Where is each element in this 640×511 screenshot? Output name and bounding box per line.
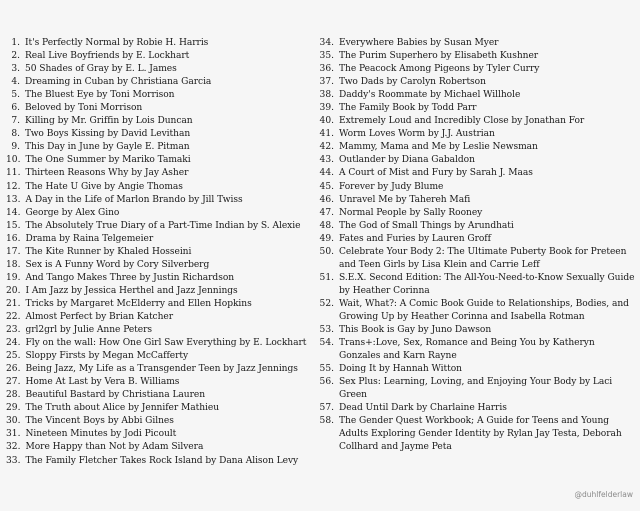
book-number: 33. — [6, 455, 21, 466]
book-list-item — [6, 402, 310, 415]
book-list-item — [6, 455, 310, 468]
watermark-handle: @duhlfelderlaw — [574, 490, 633, 499]
book-number: 57. — [319, 403, 334, 414]
book-list-item — [318, 324, 636, 337]
book-number: 40. — [319, 116, 334, 127]
book-list-item — [318, 246, 636, 272]
book-number: 39. — [319, 103, 334, 114]
book-title-author: Dreaming in Cuban by Christiana Garcia — [25, 77, 212, 88]
book-list-item — [318, 154, 636, 167]
book-title-author: grl2grl by Julie Anne Peters — [25, 325, 153, 336]
book-number: 52. — [319, 298, 334, 309]
book-title-author: Real Live Boyfriends by E. Lockhart — [25, 51, 190, 62]
book-title-author: Outlander by Diana Gabaldon — [339, 155, 475, 166]
book-number: 32. — [6, 442, 21, 453]
book-title-author: And Tango Makes Three by Justin Richardson — [25, 272, 235, 283]
book-title-author: Killing by Mr. Griffin by Lois Duncan — [25, 116, 193, 127]
book-list-item — [318, 194, 636, 207]
book-number: 41. — [319, 129, 334, 140]
book-title-author: 50 Shades of Gray by E. L. James — [25, 64, 177, 75]
book-number: 49. — [319, 233, 334, 244]
book-list-item — [6, 220, 310, 233]
book-title-author: Beloved by Toni Morrison — [25, 103, 143, 114]
book-number: 28. — [6, 390, 21, 401]
book-number: 44. — [319, 168, 334, 179]
book-list-item — [318, 220, 636, 233]
book-title-author: Worm Loves Worm by J.J. Austrian — [339, 129, 495, 140]
book-number: 23. — [6, 325, 21, 336]
book-list-item — [6, 259, 310, 272]
book-list-item — [6, 154, 310, 167]
book-number: 24. — [6, 338, 21, 349]
book-list-item — [318, 76, 636, 89]
book-list-item — [6, 89, 310, 102]
book-list-item — [318, 141, 636, 154]
book-title-author: The Absolutely True Diary of a Part-Time Indian by S. Alexie — [25, 220, 301, 231]
book-number: 10. — [6, 155, 21, 166]
book-title-author: Sex is A Funny Word by Cory Silverberg — [25, 259, 210, 270]
book-number: 50. — [319, 246, 334, 257]
book-list-item — [318, 233, 636, 246]
book-number: 14. — [6, 207, 21, 218]
book-title-author: Mammy, Mama and Me by Leslie Newsman — [339, 142, 538, 153]
book-title-author: Daddy's Roommate by Michael Willhole — [339, 90, 521, 101]
book-list-item — [318, 167, 636, 180]
book-number: 20. — [6, 285, 21, 296]
book-title-author: Forever by Judy Blume — [339, 181, 444, 192]
book-title-author: Drama by Raina Telgemeier — [25, 233, 154, 244]
book-number: 8. — [11, 129, 20, 140]
book-title-author: Fly on the wall: How One Girl Saw Everything by E. Lockhart — [25, 338, 307, 349]
book-title-author: It's Perfectly Normal by Robie H. Harris — [25, 38, 209, 48]
book-number: 48. — [319, 220, 334, 231]
book-title-author: More Happy than Not by Adam Silvera — [25, 442, 204, 453]
book-title-author: Doing It by Hannah Witton — [339, 364, 462, 375]
book-title-author: This Day in June by Gayle E. Pitman — [25, 142, 190, 153]
book-number: 46. — [319, 194, 334, 205]
book-number: 13. — [6, 194, 21, 205]
book-title-author: Beautiful Bastard by Christiana Lauren — [25, 390, 206, 401]
book-list-left-column — [6, 37, 310, 468]
book-list-item — [6, 50, 310, 63]
book-title-author: A Court of Mist and Fury by Sarah J. Maas — [339, 168, 533, 179]
book-title-author: Tricks by Margaret McElderry and Ellen Hopkins — [25, 298, 252, 309]
book-title-author: The Gender Quest Workbook; A Guide for Teens and Young Adults Exploring Gender Identity by Rylan Jay Testa, Deborah Collhard and Jayme Peta — [339, 416, 622, 453]
book-title-author: George by Alex Gino — [25, 207, 120, 218]
book-number: 43. — [319, 155, 334, 166]
book-title-author: Wait, What?: A Comic Book Guide to Relationships, Bodies, and Growing Up by Heather Corinna and Isabella Rotman — [339, 298, 629, 322]
book-title-author: Sex Plus: Learning, Loving, and Enjoying Your Body by Laci Green — [339, 377, 613, 401]
book-list-item — [6, 376, 310, 389]
book-title-author: Extremely Loud and Incredibly Close by Jonathan For — [339, 116, 585, 127]
book-title-author: Home At Last by Vera B. Williams — [25, 377, 180, 388]
book-list-item — [6, 128, 310, 141]
book-list-right-column — [318, 37, 636, 455]
book-list-item — [318, 102, 636, 115]
book-list-item — [6, 298, 310, 311]
book-list-item — [318, 298, 636, 324]
book-number: 11. — [6, 168, 21, 179]
book-number: 53. — [319, 325, 334, 336]
book-title-author: The Kite Runner by Khaled Hosseini — [25, 246, 192, 257]
book-number: 29. — [6, 403, 21, 414]
book-title-author: Normal People by Sally Rooney — [339, 207, 483, 218]
book-title-author: The One Summer by Mariko Tamaki — [25, 155, 191, 166]
book-number: 37. — [319, 77, 334, 88]
book-list-item — [6, 389, 310, 402]
book-title-author: Nineteen Minutes by Jodi Picoult — [25, 429, 177, 440]
book-number: 18. — [6, 259, 21, 270]
book-list-item — [6, 63, 310, 76]
book-title-author: Being Jazz, My Life as a Transgender Teen by Jazz Jennings — [25, 364, 298, 375]
book-title-author: Thirteen Reasons Why by Jay Asher — [25, 168, 189, 179]
book-title-author: Sloppy Firsts by Megan McCafferty — [25, 351, 189, 362]
book-number: 21. — [6, 298, 21, 309]
book-number: 38. — [319, 90, 334, 101]
book-list-item — [6, 167, 310, 180]
book-title-author: Dead Until Dark by Charlaine Harris — [339, 403, 507, 414]
book-list-item — [6, 272, 310, 285]
book-list-item — [318, 207, 636, 220]
book-number: 56. — [319, 377, 334, 388]
book-title-author: Trans+:Love, Sex, Romance and Being You by Katheryn Gonzales and Karn Rayne — [339, 338, 595, 362]
book-number: 30. — [6, 416, 21, 427]
book-number: 19. — [6, 272, 21, 283]
book-number: 58. — [319, 416, 334, 427]
book-number: 6. — [11, 103, 20, 114]
book-number: 27. — [6, 377, 21, 388]
book-title-author: Two Boys Kissing by David Levithan — [25, 129, 191, 140]
book-list-item — [318, 63, 636, 76]
book-number: 2. — [11, 51, 20, 62]
book-list-item — [6, 207, 310, 220]
book-list-item — [318, 115, 636, 128]
book-title-author: The Peacock Among Pigeons by Tyler Curry — [339, 64, 540, 75]
book-list-item — [318, 376, 636, 402]
book-number: 15. — [6, 220, 21, 231]
book-title-author: Celebrate Your Body 2: The Ultimate Puberty Book for Preteen and Teen Girls by Lisa Klein and Carrie Leff — [339, 246, 627, 270]
book-title-author: S.E.X. Second Edition: The All-You-Need-to-Know Sexually Guide by Heather Corinna — [339, 272, 635, 296]
book-list-item — [6, 363, 310, 376]
book-list-item — [318, 415, 636, 454]
book-title-author: The Purim Superhero by Elisabeth Kushner — [339, 51, 539, 62]
book-number: 42. — [319, 142, 334, 153]
book-list-item — [6, 141, 310, 154]
book-title-author: Two Dads by Carolyn Robertson — [339, 77, 486, 88]
book-list-item — [6, 415, 310, 428]
book-list-item — [6, 115, 310, 128]
book-number: 4. — [11, 77, 20, 88]
book-list-item — [318, 363, 636, 376]
book-list-item — [6, 285, 310, 298]
book-list-item — [6, 311, 310, 324]
book-title-author: Almost Perfect by Brian Katcher — [25, 311, 174, 322]
book-number: 34. — [319, 38, 334, 48]
book-title-author: The God of Small Things by Arundhati — [339, 220, 514, 231]
book-number: 54. — [319, 338, 334, 349]
book-number: 26. — [6, 364, 21, 375]
book-number: 35. — [319, 51, 334, 62]
book-list-item — [318, 37, 636, 50]
book-list-item — [6, 337, 310, 350]
book-list-item — [6, 324, 310, 337]
book-list-item — [6, 194, 310, 207]
book-list-item — [6, 76, 310, 89]
book-list-item — [6, 441, 310, 454]
book-list-item — [6, 233, 310, 246]
book-number: 47. — [319, 207, 334, 218]
book-number: 3. — [11, 64, 20, 75]
book-list-item — [6, 181, 310, 194]
book-list-item — [6, 246, 310, 259]
book-title-author: The Vincent Boys by Abbi Gilnes — [25, 416, 174, 427]
book-title-author: A Day in the Life of Marlon Brando by Jill Twiss — [25, 194, 243, 205]
book-list-item — [318, 89, 636, 102]
book-list-item — [6, 350, 310, 363]
book-number: 17. — [6, 246, 21, 257]
book-title-author: This Book is Gay by Juno Dawson — [339, 325, 492, 336]
book-title-author: The Truth about Alice by Jennifer Mathieu — [25, 403, 220, 414]
book-list-item — [6, 37, 310, 50]
book-list-item — [318, 402, 636, 415]
book-number: 25. — [6, 351, 21, 362]
book-number: 45. — [319, 181, 334, 192]
book-title-author: I Am Jazz by Jessica Herthel and Jazz Jennings — [25, 285, 238, 296]
book-list-item — [318, 50, 636, 63]
book-number: 36. — [319, 64, 334, 75]
book-number: 51. — [319, 272, 334, 283]
book-title-author: The Bluest Eye by Toni Morrison — [25, 90, 175, 101]
book-number: 31. — [6, 429, 21, 440]
book-title-author: The Family Fletcher Takes Rock Island by Dana Alison Levy — [25, 455, 299, 466]
book-number: 12. — [6, 181, 21, 192]
book-number: 1. — [11, 38, 20, 48]
book-number: 7. — [11, 116, 20, 127]
book-title-author: The Family Book by Todd Parr — [339, 103, 477, 114]
book-title-author: The Hate U Give by Angie Thomas — [25, 181, 183, 192]
book-number: 22. — [6, 311, 21, 322]
book-title-author: Everywhere Babies by Susan Myer — [339, 38, 499, 48]
book-list-item — [6, 102, 310, 115]
book-number: 9. — [11, 142, 20, 153]
book-list-item — [318, 181, 636, 194]
book-list-item — [318, 128, 636, 141]
book-title-author: Unravel Me by Tahereh Mafi — [339, 194, 471, 205]
book-title-author: Fates and Furies by Lauren Groff — [339, 233, 491, 244]
book-list-item — [318, 337, 636, 363]
book-number: 55. — [319, 364, 334, 375]
book-number: 5. — [11, 90, 20, 101]
book-number: 16. — [6, 233, 21, 244]
book-list-item — [6, 428, 310, 441]
book-list-item — [318, 272, 636, 298]
